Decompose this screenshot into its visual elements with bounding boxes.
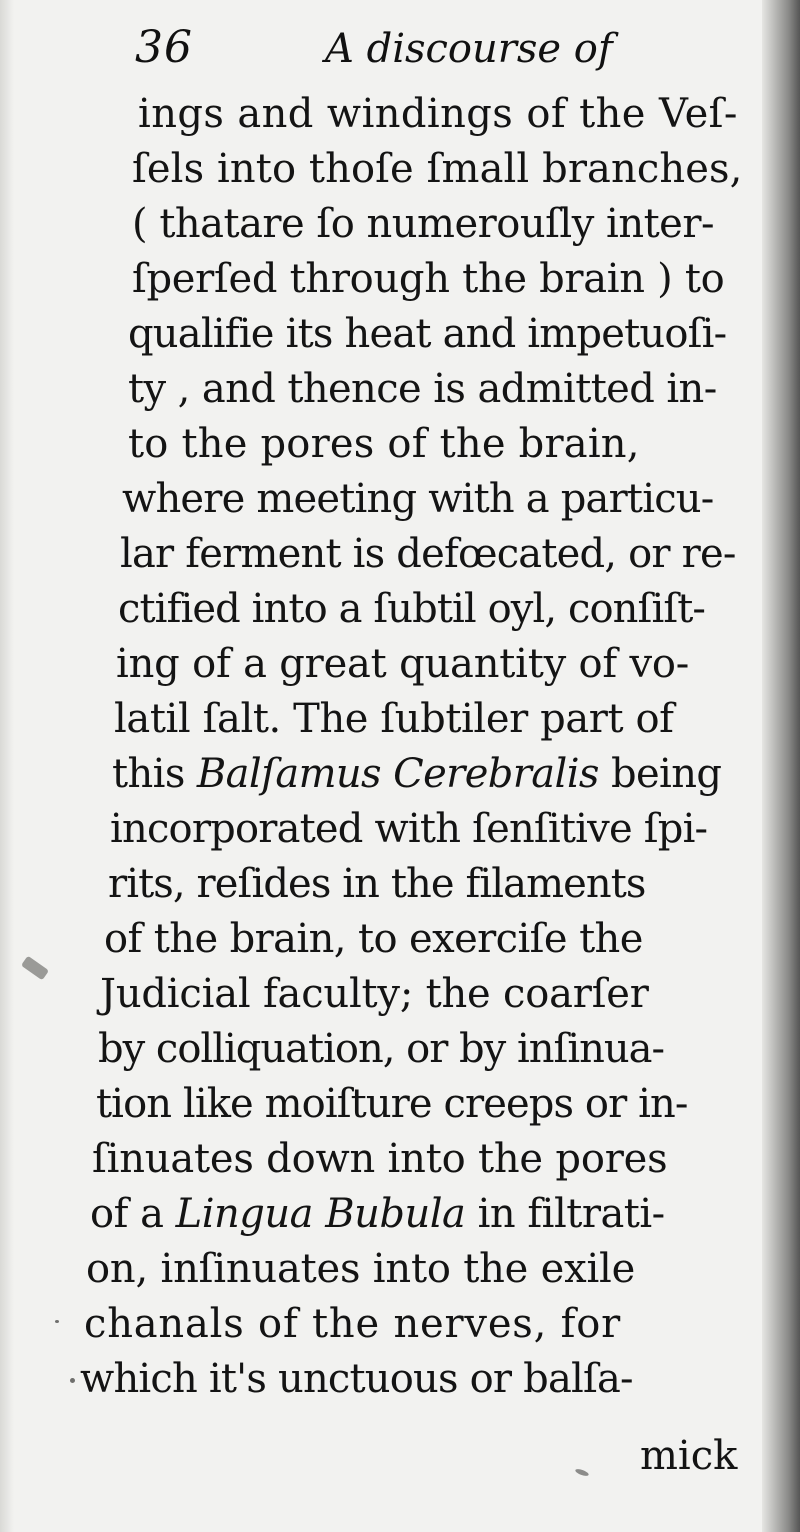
paper-blemish bbox=[55, 1320, 59, 1323]
text-line: chanals of the nerves, for bbox=[84, 1301, 622, 1347]
running-head bbox=[135, 14, 655, 84]
paper-blemish bbox=[21, 956, 49, 981]
text-line: where meeting with a particu- bbox=[122, 476, 714, 522]
text-line: on, inſinuates into the exile bbox=[86, 1246, 636, 1292]
text-line: qualifie its heat and impetuoſi- bbox=[128, 311, 727, 357]
text-line: lar ferment is defœcated, or re- bbox=[120, 531, 736, 577]
text-line: by colliquation, or by inſinua- bbox=[98, 1026, 665, 1072]
text-line: ctified into a ſubtil oyl, conſiſt- bbox=[118, 586, 706, 632]
text-line: of a Lingua Bubula in filtrati- bbox=[90, 1191, 665, 1237]
running-title: A discourse of bbox=[325, 26, 613, 72]
text-line: incorporated with ſenſitive ſpi- bbox=[110, 806, 708, 852]
text-line: ſels into thoſe ſmall branches, bbox=[132, 146, 743, 192]
text-line: of the brain, to exerciſe the bbox=[104, 916, 643, 962]
text-line: ſinuates down into the pores bbox=[92, 1136, 668, 1182]
catchword: mick bbox=[640, 1433, 738, 1479]
paper-blemish bbox=[70, 1378, 75, 1383]
text-line: which it's unctuous or balſa- bbox=[80, 1356, 633, 1402]
paper-blemish bbox=[575, 1468, 590, 1477]
text-line: ( thatare ſo numerouſly inter- bbox=[132, 201, 714, 247]
text-line: ings and windings of the Veſ- bbox=[138, 91, 738, 137]
text-line: ing of a great quantity of vo- bbox=[116, 641, 690, 687]
text-line: latil ſalt. The ſubtiler part of bbox=[114, 696, 674, 742]
text-line: tion like moiſture creeps or in- bbox=[96, 1081, 688, 1127]
text-line: this Balſamus Cerebralis being bbox=[112, 751, 722, 797]
text-line: ſperſed through the brain ) to bbox=[132, 256, 725, 302]
text-line: to the pores of the brain, bbox=[128, 421, 640, 467]
text-line: Judicial faculty; the coarſer bbox=[100, 971, 649, 1017]
italic-phrase: Lingua Bubula bbox=[175, 1191, 466, 1237]
page-number: 36 bbox=[135, 22, 193, 73]
text-line: rits, reſides in the filaments bbox=[108, 861, 646, 907]
italic-phrase: Balſamus Cerebralis bbox=[196, 751, 599, 797]
text-line: ty , and thence is admitted in- bbox=[128, 366, 717, 412]
